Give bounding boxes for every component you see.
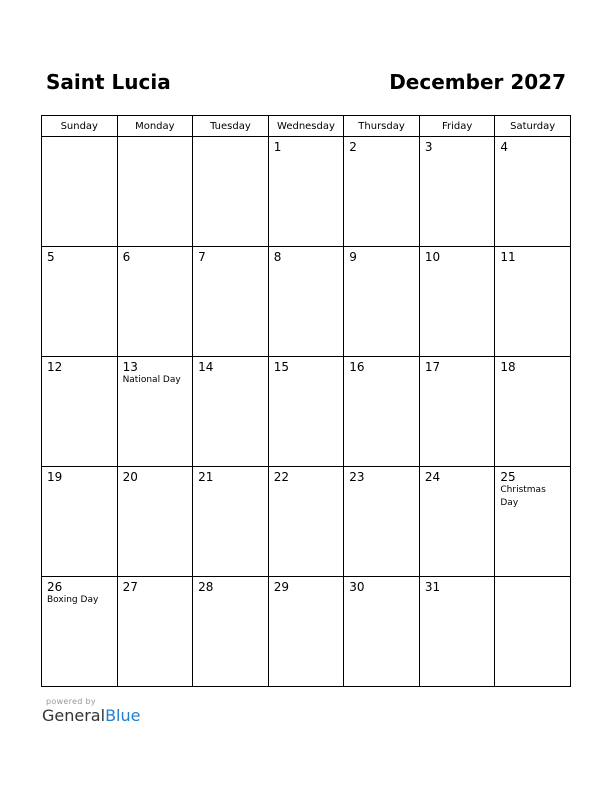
weekday-header: Saturday [495,116,571,137]
day-number: 30 [349,580,365,594]
day-cell [117,467,193,577]
day-cell [268,577,344,687]
day-number: 19 [47,470,63,484]
day-number: 9 [349,250,357,264]
day-cell [268,247,344,357]
day-cell [495,467,571,577]
day-number: 31 [424,580,441,594]
day-number: 4 [500,140,509,154]
day-cell [344,467,420,577]
holiday-label: Christmas Day [500,485,546,508]
weekday-header: Monday [117,116,193,137]
day-cell [495,137,571,247]
day-number: 5 [47,250,55,264]
day-number: 3 [424,140,433,154]
weekday-header: Thursday [344,116,420,137]
day-cell [419,137,495,247]
powered-by-text: powered by [46,697,96,706]
country-title: Saint Lucia [46,70,171,94]
day-number: 15 [273,360,289,374]
day-cell [495,357,571,467]
day-number: 10 [424,250,441,264]
calendar-grid [41,115,571,687]
day-cell [42,467,118,577]
day-cell [268,137,344,247]
month-title: December 2027 [389,70,566,94]
day-cell [344,357,420,467]
brand-logo [42,707,140,725]
day-cell [344,247,420,357]
day-cell [42,357,118,467]
week-row [42,137,571,247]
day-cell [193,137,269,247]
day-cell [42,247,118,357]
holiday-label: Boxing Day [47,595,99,605]
day-cell [193,247,269,357]
day-cell [419,467,495,577]
day-number: 13 [122,360,138,374]
calendar-header [46,70,566,98]
day-cell [117,247,193,357]
day-number: 16 [349,360,365,374]
day-number: 24 [424,470,441,484]
day-number: 7 [198,250,206,264]
day-number: 20 [122,470,138,484]
day-number: 17 [424,360,441,374]
weekday-header: Friday [419,116,495,137]
day-cell [193,467,269,577]
brand-blue-text: Blue [105,706,141,725]
day-number: 22 [273,470,289,484]
day-cell [344,137,420,247]
week-row [42,577,571,687]
day-cell [117,577,193,687]
day-number: 2 [349,140,357,154]
day-number: 25 [500,470,516,484]
day-cell [117,357,193,467]
day-number: 28 [198,580,214,594]
day-cell [419,357,495,467]
week-row [42,357,571,467]
day-number: 11 [500,250,516,264]
week-row [42,467,571,577]
week-row [42,247,571,357]
weekday-header: Tuesday [193,116,269,137]
day-cell [42,577,118,687]
day-number: 18 [500,360,516,374]
day-cell [419,577,495,687]
day-number: 12 [47,360,63,374]
day-number: 14 [198,360,214,374]
weekday-header: Wednesday [268,116,344,137]
day-cell [117,137,193,247]
day-cell [495,577,571,687]
day-number: 29 [273,580,289,594]
day-number: 27 [122,580,138,594]
holiday-label: National Day [122,375,181,385]
day-cell [268,357,344,467]
day-cell [495,247,571,357]
day-cell [419,247,495,357]
day-number: 8 [273,250,282,264]
day-number: 1 [273,140,282,154]
day-number: 23 [349,470,365,484]
day-number: 26 [47,580,63,594]
brand-general-text: General [42,706,106,725]
day-number: 21 [198,470,214,484]
weekday-header-row [42,116,571,137]
day-cell [344,577,420,687]
footer-branding [42,697,140,725]
day-cell [42,137,118,247]
day-cell [193,357,269,467]
day-cell [268,467,344,577]
day-cell [193,577,269,687]
weekday-header: Sunday [42,116,118,137]
day-number: 6 [122,250,131,264]
